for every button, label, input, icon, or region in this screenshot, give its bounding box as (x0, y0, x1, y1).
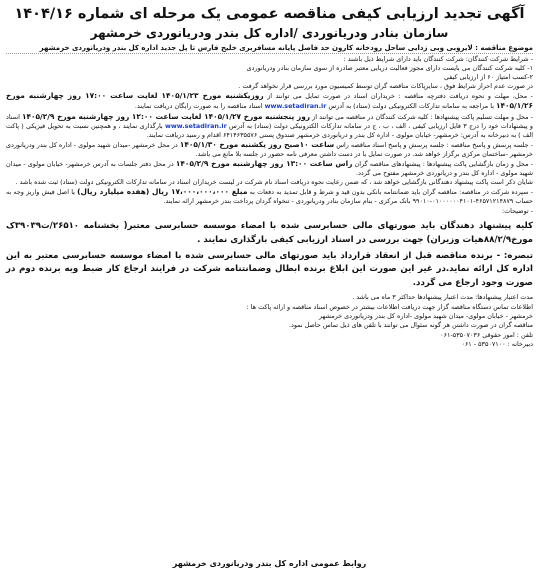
meeting-text2: در محل خرمشهر -میدان شهید مولوی - اداره کل بندر ودریانوردی خرمشهر -ساختمان مرکزی برگزار خواهد شد. در صورت تمایل با در دست داشتن معرفی نامه حضور در جلسه بلا مانع می باشد. (6, 140, 533, 158)
contact-address: خرمشهر - خیابان مولوی- میدان شهید مولوی -اداره کل بندر ودریانوردی خرمشهر (319, 311, 533, 320)
conditions-intro: - شرایط شرکت کنندگان: شرکت کنندگان باید دارای شرایط ذیل باشند : (343, 55, 533, 63)
audited-statements-note: کلیه پیشنهاد دهندگان باید صورتهای مالی حسابرسی شده با امضاء موسسه حسابرسی معتبر( بخشنامه ۲۶۵۱۰/ت۳۹۰۳۹ک مورخ۸۸/۲/۹هیات وزیران) جهت بررسی در اسناد ارزیابی کیفی بارگذاری نمایند . (6, 220, 533, 245)
deposit-text: - سپرده شرکت در مناقصه: مناقصه گران باید ضمانتنامه بانکی بدون قید و شرط و قابل تمدید به دفعات به (249, 188, 533, 197)
tender-topic: موضوع مناقصه : لایروبی وبی زدایی ساحل رودخانه کارون حد فاصل پایانه مسافربری خلیج فارس تا پل جدید اداره کل بندر ودریانوردی خرمشهر (6, 43, 533, 54)
opening-deadline: راس ساعت ۱۳:۰۰ روز چهارشنبه مورخ ۱۴۰۵/۲/۹ (175, 159, 353, 169)
condition-item-1: ۱- کلیه شرکت کنندگان می بایست دارای مجوز فعالیت دریایی معتبر صادره از سوی سازمان بنادر ودریانوردی (246, 64, 533, 73)
opening-text2: در محل دفتر جلسات به آدرس خرمشهر- خیابان مولوی - میدان شهید مولوی - اداره کل بندر و دریانوردی خرمشهر مفتوح می گردد. (6, 160, 533, 178)
deposit-text2: یا اصل فیش واریز وجه به حساب ۴۶۵۷۱۲۱۴۸۷۹-۰۱۰۰۰۰۰۰۴۱۰۱-۹۹۰۱۰ بانک مرکزی - بنام سازمان بنادر ودریانوردی - تنخواه گردان پرداخت بندر خرمشهر ارائه نمایند. (6, 188, 533, 206)
validity-line: مدت اعتبار پیشنهادها: مدت اعتبار پیشنهادها حداکثر ۳ ماه می باشد . (352, 293, 533, 302)
setad-website-link-2[interactable]: www.setadiran.ir (164, 121, 227, 130)
tender-notice (6, 5, 533, 571)
receive-docs-paragraph (6, 91, 533, 111)
notice-subtitle: سازمان بنادر ودریانوردی /اداره کل بندر ودریانوردی خرمشهر (90, 26, 449, 40)
phone-legal: تلفن : امور حقوقی ۵۳۵۰۷۰۳۶-۰۶۱ (440, 330, 533, 339)
meeting-deadline: ساعت ۱۰صبح روز یکشنبه مورخ ۱۴۰۵/۱/۳۰ (179, 139, 335, 149)
contact-questions: مناقصه گران در صورت داشتن هر گونه سئوال می توانند با تلفن های ذیل تماس حاصل نمود. (288, 321, 533, 330)
submit-docs-paragraph (6, 112, 533, 140)
receive-docs-deadline: روزیکشنبه مورخ ۱۴۰۵/۱/۲۳ لغایت ساعت ۱۷:۰۰ روز چهارشنبه مورخ ۱۴۰۵/۱/۲۶ (6, 91, 533, 111)
notes-label: - توضیحات: (501, 206, 533, 215)
submit-docs-text2: اسناد و پیشنهادات خود را درج ۳ فایل ارزیابی کیفی ، الف ، ب ، ج در سامانه تدارکات الکترونیکی دولت (ستاد) به آدرس (6, 112, 533, 130)
receive-docs-text2: با مراجعه به سامانه تدارکات الکترونیکی دولت (ستاد) به آدرس (328, 102, 494, 111)
deposit-amount: مبلغ ۱۷،۰۰۰،۰۰۰،۰۰۰ ریال (هفده میلیارد ریال) (77, 187, 248, 197)
meeting-text: - جلسه پرسش و پاسخ مناقصه : جلسه پرسش و پاسخ اسناد مناقصه راس (336, 140, 533, 149)
opening-paragraph (6, 159, 533, 178)
phone-secretariat: دبیرخانه : ۵۳۵۰۷۱۰۰ - ۰۶۱ (461, 340, 533, 349)
submit-docs-text: - محل و مهلت تسلیم پاکت پیشنهادها : کلیه شرکت کنندگان در مناقصه می توانند از (312, 112, 533, 121)
receive-docs-text3: اسناد مناقصه را به صورت رایگان دریافت نمایند. (134, 102, 263, 111)
condition-item-2: ۲-کسب امتیاز ۶۰ از ارزیابی کیفی (443, 73, 533, 82)
submit-docs-deadline: روز پنجشنبه مورخ ۱۴۰۵/۱/۲۷ لغایت ساعت ۱۲:۰۰ روز چهارشنبه مورخ ۱۴۰۵/۲/۹ (21, 111, 311, 121)
deposit-paragraph (6, 187, 533, 206)
winner-note: تبصره: - برنده مناقصه قبل از انعقاد قرارداد باید صورتهای مالی حسابرسی شده با امضاء موسسه حسابرسی معتبر به این اداره کل ارائه نماید.در غیر این صورت این ابلاغ برنده ابطال وضمانتنامه شرکت در فرایند ارجاع کار ضبط وبه برنده دوم در صورت وجود ارجاع می گردد. (6, 250, 533, 288)
submit-docs-text3: بارگذاری نمایند ، و همچنین نسبت به تحویل فیزیکی ( پاکت الف ) به دبیرخانه به آدرس: خرمشهر- خیابان مولوی - اداره کل بندر و دریانوردی خرمشهر صندوق پستی ۶۴۱۴۶۳۵۵۷۶ اقدام و رسید دریافت نمایند. (6, 121, 533, 139)
contact-intro: اطلاعات تماس دستگاه مناقصه گزار جهت دریافت اطلاعات بیشتر در خصوص اسناد مناقصه و ارائه پاکت ها : (246, 302, 533, 311)
conditions-note: در صورت عدم احراز شرایط فوق ، سایرپاکات مناقصه گران توسط کمیسیون مورد بررسی قرار نخواهد گرفت . (238, 82, 533, 91)
meeting-paragraph (6, 140, 533, 159)
receive-docs-text: - محل، مهلت و نحوه دریافت دفترچه مناقصه : خریداران اسناد در صورت تمایل می توانند از (267, 92, 533, 101)
contact-section (6, 293, 533, 349)
opening-note: شایان ذکر است پاکت پیشنهاد دهندگانی بازگشایی خواهد شد ، که ضمن رعایت نحوه دریافت اسناد نام شرکت در لیست خریداران اسناد در سامانه تدارکات الکترونیکی دولت (ستاد) ثبت شده باشد . (15, 178, 533, 187)
opening-text: - محل و زمان بازگشایی پاکت پیشنهادها : پیشنهادهای مناقصه گران (354, 160, 533, 169)
notice-title: آگهی تجدید ارزیابی کیفی مناقصه عمومی یک مرحله ای شماره ۱۴۰۴/۱۶ (14, 6, 525, 22)
setad-website-link[interactable]: www.setadiran.ir (264, 102, 327, 111)
public-relations-footer: روابط عمومی اداره کل بندر ودریانوردی خرمشهر (172, 559, 367, 568)
